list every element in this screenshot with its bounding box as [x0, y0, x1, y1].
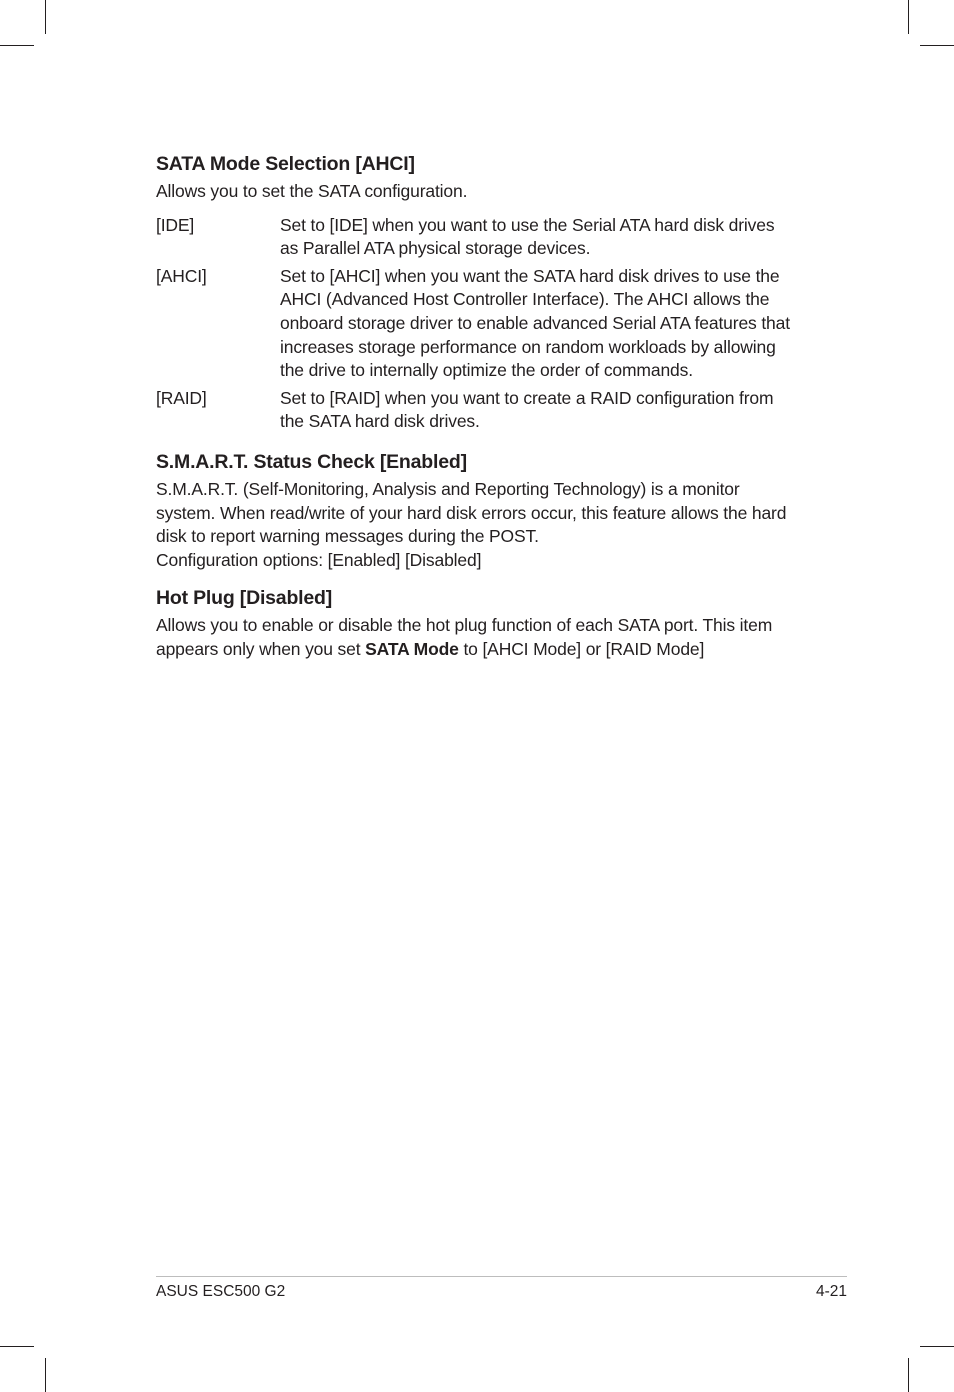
option-line: Set to [IDE] when you want to use the Serial ATA hard disk drives: [280, 214, 775, 235]
hot-plug-body: [156, 614, 808, 661]
sata-mode-section: [156, 150, 808, 434]
option-description: [280, 265, 808, 383]
option-line: AHCI (Advanced Host Controller Interface). The AHCI allows the: [280, 289, 770, 310]
config-options-line: Configuration options: [Enabled] [Disabled]: [156, 549, 482, 570]
option-description: [280, 214, 808, 261]
footer-product-name: ASUS ESC500 G2: [156, 1283, 286, 1300]
sata-mode-options: [156, 214, 808, 434]
footer-page-number: 4-21: [815, 1283, 847, 1300]
body-line: disk to report warning messages during the POST.: [156, 526, 539, 547]
option-line: the SATA hard disk drives.: [280, 411, 480, 432]
option-key: [RAID]: [156, 387, 207, 408]
crop-mark-bottom-left-horizontal: [0, 1346, 34, 1347]
option-raid: [156, 387, 808, 434]
hot-plug-heading: Hot Plug [Disabled]: [156, 587, 333, 610]
crop-mark-bottom-left-vertical: [45, 1358, 46, 1392]
smart-status-heading: S.M.A.R.T. Status Check [Enabled]: [156, 450, 467, 473]
body-line: S.M.A.R.T. (Self-Monitoring, Analysis and Reporting Technology) is a monitor: [156, 478, 740, 499]
smart-status-body: [156, 478, 808, 572]
hot-plug-section: [156, 584, 808, 661]
crop-mark-top-left-vertical: [45, 0, 46, 34]
option-ide: [156, 214, 808, 261]
body-line: [156, 638, 808, 662]
option-line: Set to [RAID] when you want to create a RAID configuration from: [280, 387, 774, 408]
sata-mode-emphasis: SATA Mode: [365, 638, 459, 659]
body-line: system. When read/write of your hard disk errors occur, this feature allows the hard: [156, 502, 787, 523]
option-line: onboard storage driver to enable advanced Serial ATA features that: [280, 312, 790, 333]
crop-mark-bottom-right-vertical: [908, 1358, 909, 1392]
option-line: increases storage performance on random workloads by allowing: [280, 336, 776, 357]
sata-mode-heading: SATA Mode Selection [AHCI]: [156, 153, 415, 175]
footer-divider: [156, 1276, 847, 1277]
sata-mode-intro: Allows you to set the SATA configuration.: [156, 181, 468, 201]
option-key: [IDE]: [156, 214, 195, 235]
option-description: [280, 387, 808, 434]
option-line: the drive to internally optimize the order of commands.: [280, 360, 693, 381]
option-line: Set to [AHCI] when you want the SATA hard disk drives to use the: [280, 265, 780, 286]
option-line: as Parallel ATA physical storage devices.: [280, 238, 591, 259]
page-content: [156, 150, 808, 662]
body-line: Allows you to enable or disable the hot plug function of each SATA port. This item: [156, 615, 773, 636]
crop-mark-top-right-horizontal: [920, 45, 954, 46]
crop-mark-top-left-horizontal: [0, 45, 34, 46]
body-text: appears only when you set: [156, 638, 366, 659]
option-ahci: [156, 265, 808, 383]
smart-status-section: [156, 448, 808, 572]
body-text: to [AHCI Mode] or [RAID Mode]: [458, 638, 705, 659]
crop-mark-bottom-right-horizontal: [920, 1346, 954, 1347]
crop-mark-top-right-vertical: [908, 0, 909, 34]
option-key: [AHCI]: [156, 265, 207, 286]
